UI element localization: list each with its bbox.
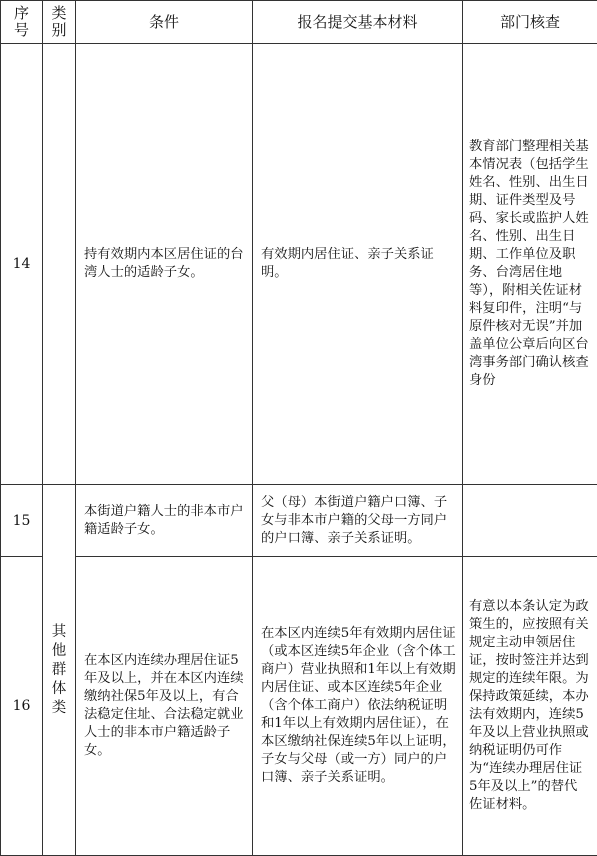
row-review: 教育部门整理相关基本情况表（包括学生姓名、性别、出生日期、证件类型及号码、家长或监护人姓名、性别、出生日期、工作单位及职务、台湾居住地等），附相关佐证材料复印件，注明“与原件核对无误”并加盖单位公章后向区台湾事务部门确认核查身份 (463, 44, 597, 485)
table-row (1, 44, 597, 485)
table-row (1, 485, 597, 557)
row-review: 有意以本条认定为政策生的，应按照有关规定主动申领居住证，按时签注并达到规定的连续年限。为保持政策延续，本办法有效期内，连续5年及以上营业执照或纳税证明仍可作为“连续办理居住证5年及以上”的替代佐证材料。 (463, 557, 597, 856)
row-materials: 在本区内连续5年有效期内居住证（或本区连续5年企业（含个体工商户）营业执照和1年以上有效期内居住证、或本区连续5年企业（含个体工商户）依法纳税证明和1年以上有效期内居住证），在本区缴纳社保连续5年以上证明，子女与父母（或一方）同户的户口簿、亲子关系证明。 (253, 557, 463, 856)
header-seq: 序号 (1, 1, 43, 44)
row-category-empty (43, 44, 76, 485)
header-materials: 报名提交基本材料 (253, 1, 463, 44)
row-seq: 14 (1, 44, 43, 485)
header-category: 类别 (43, 1, 76, 44)
header-review: 部门核查 (463, 1, 597, 44)
category-group-cell (43, 485, 76, 856)
row-conditions: 在本区内连续办理居住证5年及以上，并在本区内连续缴纳社保5年及以上，有合法稳定住址、合法稳定就业人士的非本市户籍适龄子女。 (76, 557, 253, 856)
row-materials: 父（母）本街道户籍户口簿、子女与非本市户籍的父母一方同户的户口簿、亲子关系证明。 (253, 485, 463, 557)
category-group-label: 其他群体类 (51, 623, 67, 718)
row-conditions: 本街道户籍人士的非本市户籍适龄子女。 (76, 485, 253, 557)
header-conditions: 条件 (76, 1, 253, 44)
row-materials: 有效期内居住证、亲子关系证明。 (253, 44, 463, 485)
row-seq: 15 (1, 485, 43, 557)
table-row (1, 557, 597, 856)
row-review (463, 485, 597, 557)
row-seq: 16 (1, 557, 43, 856)
row-conditions: 持有效期内本区居住证的台湾人士的适龄子女。 (76, 44, 253, 485)
header-row (1, 1, 597, 44)
